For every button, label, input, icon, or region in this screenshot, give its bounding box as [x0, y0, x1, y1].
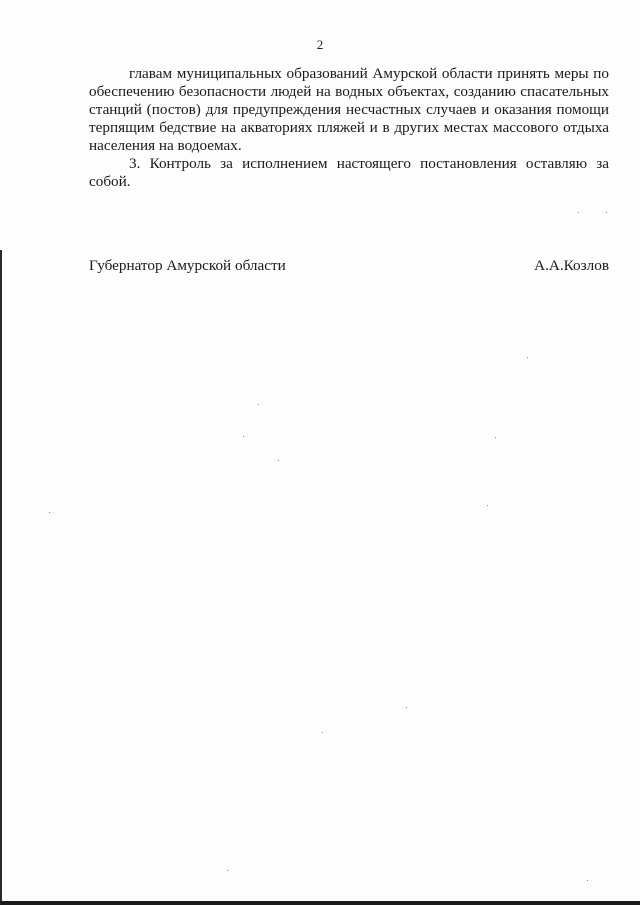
scan-speck: [406, 707, 407, 708]
signatory-position: Губернатор Амурской области: [89, 257, 286, 274]
signature-block: [89, 257, 609, 275]
scan-speck: [495, 437, 496, 438]
scan-speck: [578, 212, 579, 213]
scan-speck: [258, 404, 259, 405]
scan-edge-bottom: [0, 901, 640, 905]
scan-speck: [606, 212, 607, 213]
page-number: 2: [316, 37, 324, 52]
signatory-name: А.А.Козлов: [534, 257, 609, 274]
scan-speck: [227, 870, 228, 871]
scan-speck: [49, 512, 50, 513]
scan-speck: [587, 880, 588, 881]
scan-speck: [243, 436, 244, 437]
document-body: [89, 65, 609, 191]
scan-speck: [278, 460, 279, 461]
scan-speck: [527, 357, 528, 358]
scan-speck: [322, 732, 323, 733]
paragraph-3: 3. Контроль за исполнением настоящего постановления оставляю за собой.: [89, 155, 609, 190]
scan-edge-left: [0, 250, 2, 905]
paragraph-continuation: главам муниципальных образований Амурской области принять меры по обеспечению безопасности людей на водных объектах, созданию спасательных станций (постов) для предупреждения несчастных случаев и оказания помощи терпящим бедствие на акваториях пляжей и в других местах массового отдыха населения на водоемах.: [89, 65, 609, 154]
scan-speck: [487, 505, 488, 506]
